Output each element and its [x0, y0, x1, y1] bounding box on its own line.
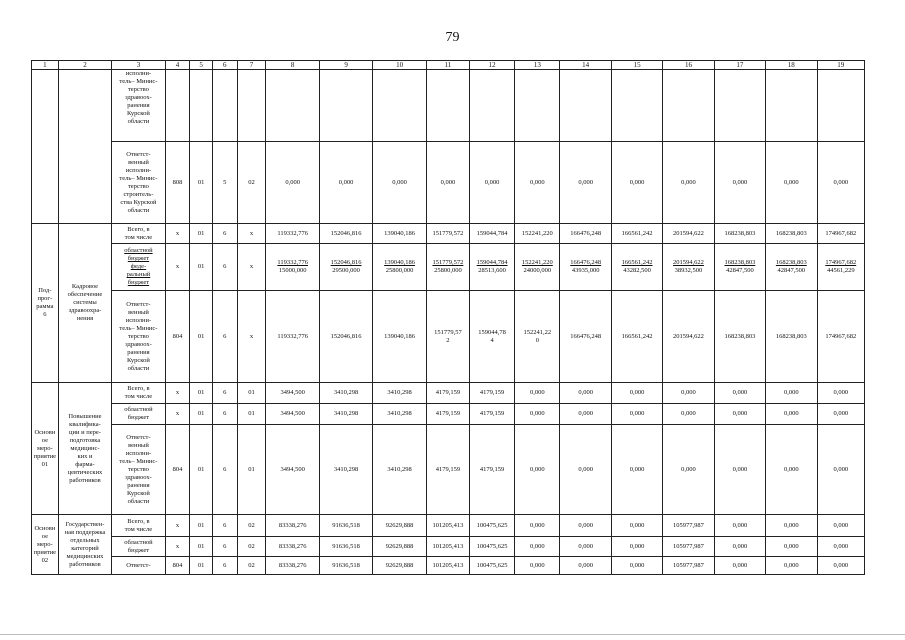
value-cell — [319, 244, 372, 291]
regional-budget-value: 152241,220 — [521, 259, 553, 266]
value-cell: 0,000 — [766, 515, 817, 537]
code-cell: 01 — [190, 404, 213, 425]
federal-budget-value: 25800,000 — [385, 267, 414, 274]
value-cell: 105977,987 — [663, 537, 714, 557]
header-row — [32, 61, 865, 70]
code-cell: 02 — [237, 557, 266, 575]
value-cell: 0,000 — [470, 142, 515, 224]
activity-title: Повышение квалифика- ции и пере- подготовка медицинс- ких и фарма- цевтических работников — [58, 383, 111, 515]
value-cell: 0,000 — [560, 537, 611, 557]
value-cell: 0,000 — [515, 383, 560, 404]
empty-cell — [817, 70, 865, 142]
value-cell: 3410,298 — [373, 425, 426, 515]
value-cell: 0,000 — [373, 142, 426, 224]
code-cell: x — [165, 224, 190, 244]
value-cell: 0,000 — [663, 383, 714, 404]
code-cell: 6 — [212, 425, 237, 515]
empty-cell — [470, 70, 515, 142]
value-cell — [515, 244, 560, 291]
value-cell: 100475,625 — [470, 515, 515, 537]
value-cell: 0,000 — [611, 515, 662, 537]
subprogram-number: Под- прог- рамма 6 — [32, 224, 59, 383]
code-cell: x — [237, 244, 266, 291]
column-header: 14 — [560, 61, 611, 70]
code-cell: 01 — [190, 291, 213, 383]
table-row — [32, 244, 865, 291]
value-cell: 168238,803 — [766, 291, 817, 383]
code-cell: x — [165, 537, 190, 557]
column-header: 9 — [319, 61, 372, 70]
value-cell: 0,000 — [817, 537, 865, 557]
code-cell: 01 — [190, 515, 213, 537]
code-cell: x — [165, 404, 190, 425]
empty-cell — [714, 70, 765, 142]
column-header: 4 — [165, 61, 190, 70]
activity-number: Основное меро- приятие 01 — [32, 383, 59, 515]
value-cell: 3494,500 — [266, 383, 319, 404]
value-cell: 91636,518 — [319, 515, 372, 537]
value-cell: 119332,776 — [266, 291, 319, 383]
value-cell: 92629,888 — [373, 557, 426, 575]
value-cell — [817, 244, 865, 291]
federal-budget-value: 43282,500 — [623, 267, 651, 274]
value-cell: 152241,220 — [515, 224, 560, 244]
code-cell: 02 — [237, 142, 266, 224]
value-cell: 201594,622 — [663, 224, 714, 244]
column-header: 16 — [663, 61, 714, 70]
code-cell: 804 — [165, 291, 190, 383]
value-cell: 119332,776 — [266, 224, 319, 244]
value-cell: 0,000 — [611, 537, 662, 557]
column-header: 17 — [714, 61, 765, 70]
empty-cell — [212, 70, 237, 142]
code-cell: 6 — [212, 557, 237, 575]
regional-budget-value: 159044,784 — [476, 259, 508, 266]
value-cell: 168238,803 — [714, 224, 765, 244]
row-label: Всего, в том числе — [112, 515, 165, 537]
value-cell: 166561,242 — [611, 291, 662, 383]
value-cell: 4179,159 — [426, 383, 469, 404]
code-cell: 01 — [190, 425, 213, 515]
value-cell: 0,000 — [319, 142, 372, 224]
value-cell: 100475,625 — [470, 557, 515, 575]
value-cell: 3494,500 — [266, 404, 319, 425]
page-number: 79 — [445, 30, 460, 45]
value-cell: 0,000 — [663, 142, 714, 224]
code-cell: 01 — [237, 383, 266, 404]
column-header: 15 — [611, 61, 662, 70]
subprogram-title: Кадровое обеспечение системы здравоохра- нения — [58, 224, 111, 383]
code-cell: 6 — [212, 537, 237, 557]
value-cell: 0,000 — [714, 383, 765, 404]
federal-budget-value: 15000,000 — [278, 267, 307, 274]
value-cell: 101205,413 — [426, 537, 469, 557]
empty-cell — [58, 70, 111, 224]
value-cell: 0,000 — [266, 142, 319, 224]
code-cell: 01 — [190, 224, 213, 244]
value-cell: 174967,682 — [817, 291, 865, 383]
row-label: исполни- тель– Минис- терство здравоох- ранения Курской области — [112, 70, 165, 142]
value-cell: 0,000 — [611, 404, 662, 425]
page-bottom-edge — [0, 634, 905, 635]
empty-cell — [766, 70, 817, 142]
value-cell: 159044,78 4 — [470, 291, 515, 383]
value-cell: 0,000 — [817, 404, 865, 425]
value-cell: 201594,622 — [663, 291, 714, 383]
federal-budget-value: 43935,000 — [571, 267, 600, 274]
column-header: 3 — [112, 61, 165, 70]
row-label: Ответст- венный исполни- тель– Минис- терство строитель- ства Курской области — [112, 142, 165, 224]
value-cell: 100475,625 — [470, 537, 515, 557]
column-header: 5 — [190, 61, 213, 70]
value-cell: 4179,159 — [426, 425, 469, 515]
code-cell: 02 — [237, 537, 266, 557]
value-cell: 0,000 — [611, 557, 662, 575]
table-row — [32, 537, 865, 557]
federal-budget-value: 29500,000 — [332, 267, 360, 274]
value-cell: 4179,159 — [426, 404, 469, 425]
regional-budget-value: 139040,186 — [384, 259, 416, 266]
row-label: Ответст- венный исполни- тель– Минис- терство здравоох- ранения Курской области — [112, 425, 165, 515]
code-cell: 01 — [190, 383, 213, 404]
value-cell: 166476,248 — [560, 291, 611, 383]
code-cell: 5 — [212, 142, 237, 224]
empty-cell — [190, 70, 213, 142]
value-cell: 168238,803 — [714, 291, 765, 383]
federal-budget-value: 28513,600 — [478, 267, 506, 274]
value-cell: 0,000 — [515, 142, 560, 224]
value-cell: 0,000 — [611, 383, 662, 404]
value-cell: 0,000 — [515, 557, 560, 575]
empty-cell — [560, 70, 611, 142]
empty-cell — [663, 70, 714, 142]
value-cell: 0,000 — [766, 383, 817, 404]
code-cell: 01 — [237, 404, 266, 425]
row-label: областной бюджет — [112, 537, 165, 557]
code-cell: x — [165, 383, 190, 404]
value-cell: 101205,413 — [426, 557, 469, 575]
code-cell: 6 — [212, 244, 237, 291]
regional-budget-value: 119332,776 — [277, 259, 308, 266]
value-cell: 92629,888 — [373, 515, 426, 537]
code-cell: 01 — [190, 244, 213, 291]
value-cell: 4179,159 — [470, 404, 515, 425]
empty-cell — [319, 70, 372, 142]
table-row — [32, 404, 865, 425]
value-cell: 4179,159 — [470, 383, 515, 404]
empty-cell — [426, 70, 469, 142]
value-cell: 4179,159 — [470, 425, 515, 515]
value-cell: 152046,816 — [319, 291, 372, 383]
value-cell: 159044,784 — [470, 224, 515, 244]
value-cell: 0,000 — [663, 404, 714, 425]
activity-number: Основное меро- приятие 02 — [32, 515, 59, 575]
value-cell: 0,000 — [560, 142, 611, 224]
value-cell: 0,000 — [766, 557, 817, 575]
value-cell: 0,000 — [560, 557, 611, 575]
row-label: областной бюджет феде- ральный бюджет — [112, 244, 165, 291]
value-cell: 0,000 — [817, 142, 865, 224]
value-cell: 0,000 — [766, 142, 817, 224]
value-cell: 83338,276 — [266, 515, 319, 537]
code-cell: 01 — [237, 425, 266, 515]
value-cell: 0,000 — [817, 557, 865, 575]
value-cell: 0,000 — [714, 425, 765, 515]
value-cell: 0,000 — [560, 515, 611, 537]
value-cell: 0,000 — [663, 425, 714, 515]
row-label: областной бюджет — [112, 404, 165, 425]
table-body — [32, 61, 865, 575]
regional-budget-value: 174967,682 — [825, 259, 857, 266]
empty-cell — [237, 70, 266, 142]
column-header: 11 — [426, 61, 469, 70]
value-cell: 0,000 — [515, 537, 560, 557]
value-cell: 151779,572 — [426, 224, 469, 244]
value-cell: 0,000 — [817, 425, 865, 515]
value-cell: 0,000 — [515, 404, 560, 425]
value-cell: 101205,413 — [426, 515, 469, 537]
value-cell: 0,000 — [560, 425, 611, 515]
value-cell: 0,000 — [817, 515, 865, 537]
value-cell: 0,000 — [714, 557, 765, 575]
regional-budget-value: 166561,242 — [621, 259, 653, 266]
table-row — [32, 291, 865, 383]
column-header: 2 — [58, 61, 111, 70]
code-cell: 808 — [165, 142, 190, 224]
value-cell: 83338,276 — [266, 557, 319, 575]
federal-budget-value: 42847,500 — [777, 267, 806, 274]
table-row — [32, 142, 865, 224]
code-cell: 6 — [212, 224, 237, 244]
value-cell — [766, 244, 817, 291]
regional-budget-value: 151779,572 — [432, 259, 464, 266]
value-cell: 3494,500 — [266, 425, 319, 515]
code-cell: 01 — [190, 557, 213, 575]
value-cell: 3410,298 — [373, 383, 426, 404]
value-cell: 0,000 — [766, 425, 817, 515]
column-header: 13 — [515, 61, 560, 70]
value-cell: 0,000 — [714, 404, 765, 425]
value-cell — [663, 244, 714, 291]
column-header: 10 — [373, 61, 426, 70]
value-cell — [714, 244, 765, 291]
federal-budget-value: 24000,000 — [523, 267, 552, 274]
value-cell: 91636,518 — [319, 537, 372, 557]
value-cell: 0,000 — [766, 404, 817, 425]
regional-budget-value: 201594,622 — [673, 259, 704, 266]
federal-budget-value: 44561,229 — [826, 267, 855, 274]
value-cell: 0,000 — [611, 425, 662, 515]
empty-cell — [165, 70, 190, 142]
code-cell: 6 — [212, 515, 237, 537]
value-cell: 0,000 — [515, 425, 560, 515]
value-cell: 0,000 — [817, 383, 865, 404]
column-header: 6 — [212, 61, 237, 70]
column-header: 7 — [237, 61, 266, 70]
value-cell: 3410,298 — [319, 425, 372, 515]
value-cell: 174967,682 — [817, 224, 865, 244]
value-cell: 151779,57 2 — [426, 291, 469, 383]
column-header: 19 — [817, 61, 865, 70]
table-row — [32, 557, 865, 575]
value-cell: 0,000 — [560, 383, 611, 404]
empty-cell — [611, 70, 662, 142]
code-cell: 6 — [212, 291, 237, 383]
regional-budget-value: 168238,803 — [724, 259, 756, 266]
value-cell — [426, 244, 469, 291]
value-cell: 0,000 — [611, 142, 662, 224]
value-cell — [560, 244, 611, 291]
value-cell: 3410,298 — [373, 404, 426, 425]
value-cell: 166476,248 — [560, 224, 611, 244]
value-cell: 0,000 — [515, 515, 560, 537]
regional-budget-value: 166476,248 — [570, 259, 602, 266]
value-cell: 92629,888 — [373, 537, 426, 557]
regional-budget-value: 168238,803 — [775, 259, 807, 266]
value-cell: 3410,298 — [319, 383, 372, 404]
row-label: Всего, в том числе — [112, 383, 165, 404]
empty-cell — [266, 70, 319, 142]
code-cell: x — [237, 291, 266, 383]
value-cell: 152046,816 — [319, 224, 372, 244]
code-cell: 02 — [237, 515, 266, 537]
value-cell: 0,000 — [560, 404, 611, 425]
value-cell: 168238,803 — [766, 224, 817, 244]
value-cell: 83338,276 — [266, 537, 319, 557]
value-cell: 166561,242 — [611, 224, 662, 244]
value-cell: 0,000 — [426, 142, 469, 224]
code-cell: 01 — [190, 142, 213, 224]
column-header: 8 — [266, 61, 319, 70]
value-cell — [470, 244, 515, 291]
value-cell: 3410,298 — [319, 404, 372, 425]
table-row — [32, 425, 865, 515]
empty-cell — [373, 70, 426, 142]
regional-budget-value: 152046,816 — [330, 259, 362, 266]
column-header: 18 — [766, 61, 817, 70]
budget-table — [31, 60, 865, 575]
row-label: Ответст- — [112, 557, 165, 575]
code-cell: x — [237, 224, 266, 244]
column-header: 12 — [470, 61, 515, 70]
column-header: 1 — [32, 61, 59, 70]
row-label: Всего, в том числе — [112, 224, 165, 244]
value-cell: 0,000 — [766, 537, 817, 557]
federal-budget-value: 25800,000 — [434, 267, 462, 274]
code-cell: 01 — [190, 537, 213, 557]
row-label: Ответст- венный исполни- тель– Минис- терство здравоох- ранения Курской области — [112, 291, 165, 383]
value-cell: 105977,987 — [663, 515, 714, 537]
value-cell: 152241,22 0 — [515, 291, 560, 383]
value-cell: 91636,518 — [319, 557, 372, 575]
value-cell — [611, 244, 662, 291]
federal-budget-value: 42847,500 — [726, 267, 754, 274]
value-cell: 139040,186 — [373, 224, 426, 244]
federal-budget-value: 38932,500 — [674, 267, 703, 274]
code-cell: 804 — [165, 425, 190, 515]
table-row — [32, 383, 865, 404]
value-cell: 0,000 — [714, 537, 765, 557]
empty-cell — [515, 70, 560, 142]
value-cell — [373, 244, 426, 291]
value-cell — [266, 244, 319, 291]
value-cell: 139040,186 — [373, 291, 426, 383]
value-cell: 0,000 — [714, 515, 765, 537]
activity-title: Государствен- ная поддержка отдельных категорий медицинских работников — [58, 515, 111, 575]
code-cell: x — [165, 515, 190, 537]
code-cell: x — [165, 244, 190, 291]
code-cell: 6 — [212, 404, 237, 425]
table-row — [32, 515, 865, 537]
code-cell: 6 — [212, 383, 237, 404]
code-cell: 804 — [165, 557, 190, 575]
value-cell: 0,000 — [714, 142, 765, 224]
value-cell: 105977,987 — [663, 557, 714, 575]
table-row — [32, 224, 865, 244]
empty-cell — [32, 70, 59, 224]
table-row — [32, 70, 865, 142]
